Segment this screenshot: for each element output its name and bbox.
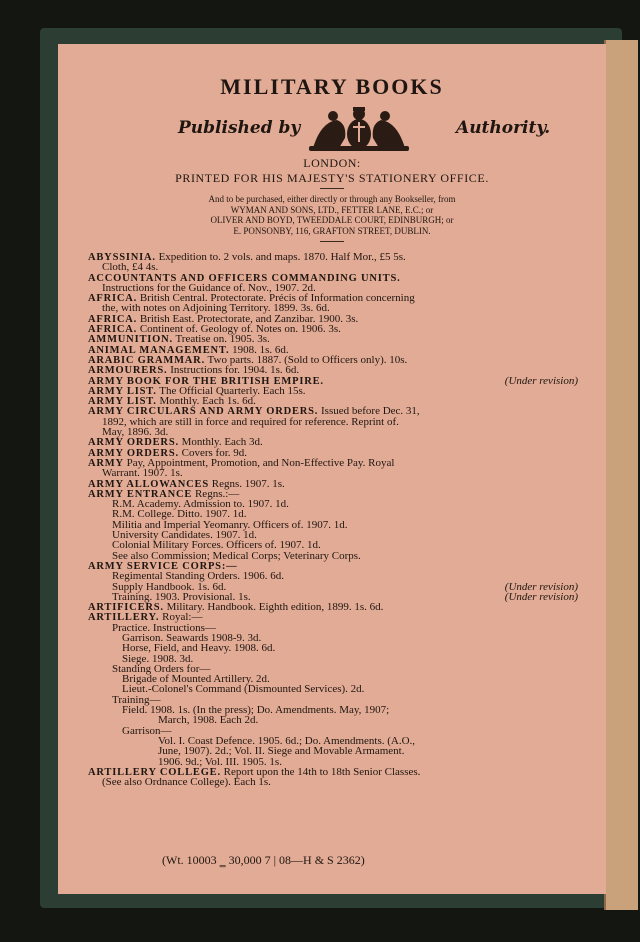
entry-text: Issued before Dec. 31, bbox=[318, 405, 420, 418]
entry-text: the, with notes on Adjoining Territory. 1899. 3s. 6d. bbox=[102, 302, 330, 315]
entry-heading: ARMY ALLOWANCES bbox=[88, 478, 209, 490]
entry-heading: AFRICA. bbox=[88, 313, 138, 325]
entry-heading: ARTILLERY COLLEGE. bbox=[88, 766, 221, 778]
intro-line: E. PONSONBY, 116, GRAFTON STREET, DUBLIN. bbox=[233, 225, 431, 236]
entry-continuation bbox=[112, 551, 578, 561]
imprint-city: LONDON: bbox=[303, 156, 361, 170]
entry-continuation bbox=[158, 715, 578, 725]
entry-heading: ARABIC GRAMMAR. bbox=[88, 354, 205, 366]
entry-text: Report upon the 14th to 18th Senior Classes. bbox=[220, 765, 421, 778]
entry-heading: ARMY LIST. bbox=[88, 385, 157, 397]
entry-continuation bbox=[122, 684, 578, 694]
entry-heading: AFRICA. bbox=[88, 324, 138, 336]
entry-text: Brigade of Mounted Artillery. 2d. bbox=[122, 673, 270, 686]
entry-line bbox=[88, 437, 578, 447]
entry-line bbox=[88, 334, 578, 344]
entry-text: Supply Handbook. 1s. 6d. bbox=[112, 580, 227, 593]
entry-text: Garrison. Seawards 1908-9. 3d. bbox=[122, 631, 262, 644]
entry-text: (See also Ordnance College). Each 1s. bbox=[102, 776, 271, 789]
entry-text: Standing Orders for— bbox=[112, 662, 211, 675]
published-by-text: Published by bbox=[178, 118, 301, 138]
entry-text: Colonial Military Forces. Officers of. 1907. 1d. bbox=[112, 539, 321, 552]
entry-text: Royal:— bbox=[159, 611, 203, 624]
authority-text: Authority. bbox=[456, 118, 551, 138]
entry-text: Garrison— bbox=[122, 724, 172, 737]
entry-heading: ARMY ENTRANCE bbox=[88, 488, 193, 500]
entry-text: Treatise on. 1905. 3s. bbox=[172, 333, 270, 346]
page-title: MILITARY BOOKS bbox=[220, 74, 444, 99]
entry-text: Two parts. 1887. (Sold to Officers only). 10s. bbox=[205, 353, 408, 366]
entry-text: University Candidates. 1907. 1d. bbox=[112, 529, 257, 542]
entry-heading: ARMOURERS. bbox=[88, 365, 168, 377]
entry-text: Horse, Field, and Heavy. 1908. 6d. bbox=[122, 642, 276, 655]
entry-heading: ARTILLERY. bbox=[88, 612, 160, 624]
entry-text: Instructions for the Guidance of. Nov., 1907. 2d. bbox=[102, 281, 316, 294]
entry-text: R.M. Academy. Admission to. 1907. 1d. bbox=[112, 498, 289, 511]
entry-heading: AMMUNITION. bbox=[88, 334, 173, 346]
entry-heading: ARMY LIST. bbox=[88, 396, 157, 408]
entry-continuation bbox=[102, 427, 578, 437]
entry-text: British Central. Protectorate. Précis of Information concerning bbox=[137, 292, 415, 305]
entry-heading: ARMY SERVICE CORPS:— bbox=[88, 560, 238, 572]
entry-text: Field. 1908. 1s. (In the press); Do. Amendments. May, 1907; bbox=[122, 704, 390, 717]
entry-text: Regimental Standing Orders. 1906. 6d. bbox=[112, 570, 285, 583]
entry-heading: AFRICA. bbox=[88, 293, 138, 305]
entry-continuation bbox=[102, 468, 578, 478]
entry-text: Regns. 1907. 1s. bbox=[209, 477, 285, 490]
book-list bbox=[88, 252, 578, 787]
entry-text: Covers for. 9d. bbox=[178, 446, 248, 459]
entry-line bbox=[88, 252, 578, 262]
entry-heading: ABYSSINIA. bbox=[88, 252, 156, 263]
entry-line bbox=[88, 324, 578, 334]
entry-text: Vol. I. Coast Defence. 1905. 6d.; Do. Amendments. (A.O., bbox=[158, 734, 416, 747]
entry-text: Warrant. 1907. 1s. bbox=[102, 467, 183, 480]
entry-line bbox=[88, 479, 578, 489]
entry-text: The Official Quarterly. Each 15s. bbox=[156, 384, 306, 397]
entry-text: Training— bbox=[112, 693, 161, 706]
entry-heading: ARMY bbox=[88, 457, 124, 469]
entry-text: Continent of. Geology of. Notes on. 1906. 3s. bbox=[137, 323, 341, 336]
entry-text: Pay, Appointment, Promotion, and Non-Effective Pay. Royal bbox=[123, 456, 395, 469]
entry-text: 1908. 1s. 6d. bbox=[229, 343, 289, 356]
entry-continuation bbox=[102, 262, 578, 272]
entry-text: Lieut.-Colonel's Command (Dismounted Services). 2d. bbox=[122, 683, 365, 696]
entry-text: Monthly. Each 3d. bbox=[178, 436, 263, 449]
entry-text: Instructions for. 1904. 1s. 6d. bbox=[167, 364, 300, 377]
entry-text: Practice. Instructions— bbox=[112, 621, 216, 634]
entry-text: See also Commission; Medical Corps; Veterinary Corps. bbox=[112, 549, 361, 562]
entry-text: Cloth, £4 4s. bbox=[102, 261, 159, 274]
intro-line: OLIVER AND BOYD, TWEEDDALE COURT, EDINBURGH; or bbox=[210, 215, 454, 225]
entry-text: Expedition to. 2 vols. and maps. 1870. Half Mor., £5 5s. bbox=[155, 251, 406, 263]
entry-heading: ANIMAL MANAGEMENT. bbox=[88, 344, 230, 356]
entry-text: June, 1907). 2d.; Vol. II. Siege and Movable Armament. bbox=[158, 745, 405, 758]
entry-continuation bbox=[102, 777, 578, 787]
entry-heading: ARMY CIRCULARS AND ARMY ORDERS. bbox=[88, 406, 319, 418]
entry-text: R.M. College. Ditto. 1907. 1d. bbox=[112, 508, 247, 521]
entry-text: Military. Handbook. Eighth edition, 1899. 1s. 6d. bbox=[163, 601, 384, 614]
divider bbox=[320, 188, 344, 189]
entry-heading: ARMY ORDERS. bbox=[88, 447, 179, 459]
royal-arms-icon bbox=[303, 104, 415, 152]
entry-text: British East. Protectorate, and Zanzibar. 1900. 3s. bbox=[137, 312, 359, 325]
blackletter-heading bbox=[58, 104, 606, 154]
entry-text: Militia and Imperial Yeomanry. Officers of. 1907. 1d. bbox=[112, 518, 348, 531]
intro-line: WYMAN AND SONS, LTD., FETTER LANE, E.C.; or bbox=[230, 204, 434, 215]
revision-note: (Under revision) bbox=[504, 590, 578, 603]
footer-imprint: (Wt. 10003 ‗ 30,000 7 | 08—H & S 2362) bbox=[162, 853, 365, 867]
entry-heading: ARMY BOOK FOR THE BRITISH EMPIRE. bbox=[88, 375, 324, 387]
entry-heading: ACCOUNTANTS AND OFFICERS COMMANDING UNITS. bbox=[88, 272, 401, 284]
entry-text: Monthly. Each 1s. 6d. bbox=[156, 395, 256, 408]
entry-text: Training. 1903. Provisional. 1s. bbox=[112, 590, 251, 603]
entry-line bbox=[88, 355, 578, 365]
entry-heading: ARMY ORDERS. bbox=[88, 437, 179, 449]
entry-text: 1906. 9d.; Vol. III. 1905. 1s. bbox=[158, 755, 282, 768]
entry-text: Regns.:— bbox=[192, 487, 240, 500]
page-edge bbox=[604, 40, 638, 910]
divider bbox=[320, 241, 344, 242]
entry-text: 1892, which are still in force and required for reference. Reprint of. bbox=[102, 415, 399, 428]
entry-text: May, 1896. 3d. bbox=[102, 426, 169, 439]
bookseller-info bbox=[58, 194, 606, 236]
revision-note: (Under revision) bbox=[504, 374, 578, 387]
entry-text: Siege. 1908. 3d. bbox=[122, 652, 194, 665]
imprint-printer: PRINTED FOR HIS MAJESTY'S STATIONERY OFFICE. bbox=[175, 171, 489, 185]
intro-line: And to be purchased, either directly or through any Bookseller, from bbox=[208, 194, 456, 204]
entry-heading: ARTIFICERS. bbox=[88, 602, 164, 614]
revision-note: (Under revision) bbox=[504, 580, 578, 593]
entry-text: March, 1908. Each 2d. bbox=[158, 714, 259, 727]
entry-continuation bbox=[102, 417, 578, 427]
